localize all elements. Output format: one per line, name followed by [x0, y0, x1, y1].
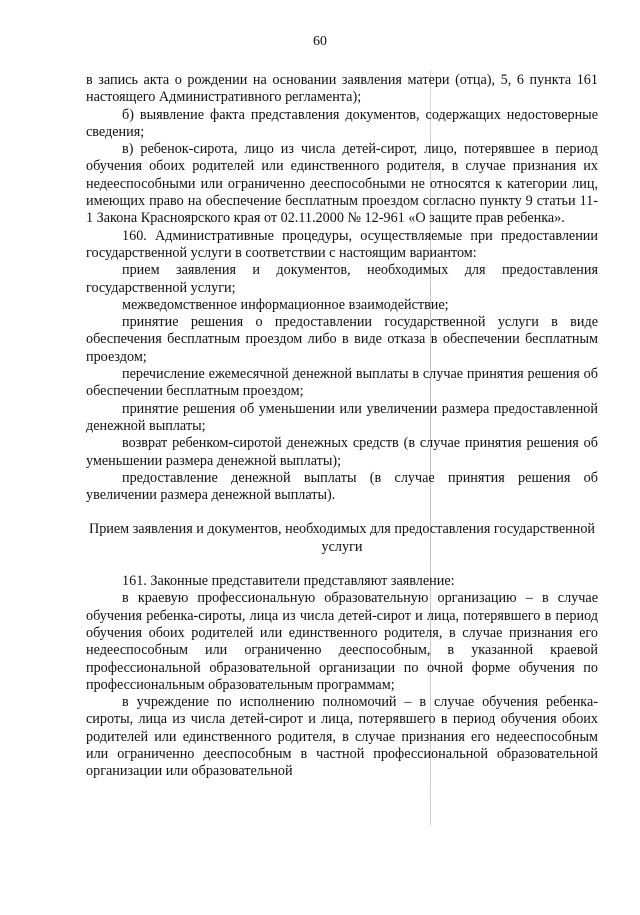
- paragraph: в запись акта о рождении на основании заявления матери (отца), 5, 6 пункта 161 настоящего Административного регламента);: [86, 72, 598, 106]
- paragraph: в учреждение по исполнению полномочий – в случае обучения ребенка-сироты, лица из числа детей-сирот и лица, потерявшего в период обучения обоих родителей или единственного родителя, в случае признания его недееспособным или ограниченно дееспособным в частной профессиональной образовательной организации или образовательной: [86, 694, 598, 780]
- paragraph: в) ребенок-сирота, лицо из числа детей-сирот, лицо, потерявшее в период обучения обоих родителей или единственного родителя, в случае признания их недееспособными или ограниченно дееспособными не относятся к категории лиц, имеющих право на обеспечение бесплатным проездом согласно пункту 9 статьи 11-1 Закона Красноярского края от 02.11.2000 № 12-961 «О защите прав ребенка».: [86, 141, 598, 227]
- paragraph: б) выявление факта представления документов, содержащих недостоверные сведения;: [86, 106, 598, 140]
- spacer: [86, 504, 598, 521]
- bottom-paragraphs: [86, 573, 598, 781]
- document-body: [86, 72, 598, 781]
- paragraph: принятие решения о предоставлении государственной услуги в виде обеспечения бесплатным проездом либо в виде отказа в обеспечении бесплатным проездом;: [86, 314, 598, 365]
- paragraph: принятие решения об уменьшении или увеличении размера предоставленной денежной выплаты;: [86, 400, 598, 434]
- top-paragraphs: [86, 72, 598, 504]
- paragraph: предоставление денежной выплаты (в случае принятия решения об увеличении размера денежной выплаты).: [86, 469, 598, 504]
- paragraph: возврат ребенком-сиротой денежных средств (в случае принятия решения об уменьшении размера денежной выплаты);: [86, 435, 598, 469]
- paragraph: межведомственное информационное взаимодействие;: [122, 296, 449, 313]
- paragraph: 160. Административные процедуры, осуществляемые при предоставлении государственной услуги в соответствии с настоящим вариантом:: [86, 227, 598, 261]
- section-heading: Прием заявления и документов, необходимых для предоставления государственной услуги: [88, 521, 596, 555]
- paragraph: прием заявления и документов, необходимых для предоставления государственной услуги;: [86, 262, 598, 296]
- spacer: [86, 556, 598, 573]
- paragraph: 161. Законные представители представляют заявление:: [122, 573, 455, 590]
- paragraph: в краевую профессиональную образовательную организацию – в случае обучения ребенка-сироты, лица из числа детей-сирот и лица, потерявшего в период обучения обоих родителей или единственного родителя, в случае признания его недееспособным или ограниченно дееспособным, в указанной краевой профессиональной образовательной организации по очной форме обучения по профессиональным образовательным программам;: [86, 590, 598, 693]
- paragraph: перечисление ежемесячной денежной выплаты в случае принятия решения об обеспечении бесплатным проездом;: [86, 366, 598, 400]
- page-number: 60: [313, 34, 327, 49]
